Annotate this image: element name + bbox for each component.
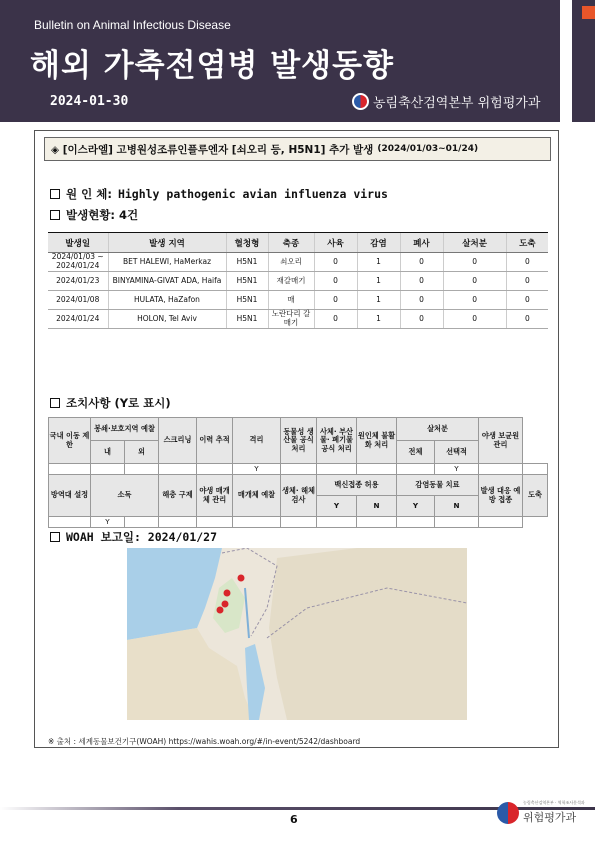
table-cell: 0 xyxy=(400,291,443,310)
page-number: 6 xyxy=(290,813,298,826)
table-row xyxy=(48,272,548,291)
measure-value xyxy=(357,517,397,528)
table-cell: HOLON, Tel Aviv xyxy=(108,310,226,329)
h-tracing: 이력 추적 xyxy=(197,418,233,464)
h-vaccine: 백신접종 허용 xyxy=(317,475,397,496)
measure-value xyxy=(281,517,317,528)
section-title-text: ◈ [이스라엘] 고병원성조류인플루엔자 [쇠오리 등, H5N1] 추가 발생 xyxy=(51,143,374,156)
table-cell: 1 xyxy=(357,253,400,272)
col-header: 폐사 xyxy=(400,233,443,253)
measure-value xyxy=(159,464,197,475)
h-zone-in: 내 xyxy=(91,441,125,464)
h-stamping-all: 전체 xyxy=(397,441,435,464)
measure-value xyxy=(317,464,357,475)
h-product-disposal: 동물성 생산물 공식 처리 xyxy=(281,418,317,464)
col-header: 도축 xyxy=(506,233,548,253)
h-vaccine-n: N xyxy=(357,496,397,517)
table-row xyxy=(48,291,548,310)
measures-table xyxy=(48,417,548,528)
table-cell: 0 xyxy=(400,272,443,291)
h-treat-n: N xyxy=(435,496,479,517)
table-cell: 0 xyxy=(443,310,506,329)
checkbox-icon xyxy=(50,210,60,220)
table-cell: 1 xyxy=(357,291,400,310)
measures-line xyxy=(50,395,171,411)
table-cell: 2024/01/23 xyxy=(48,272,108,291)
table-cell: 쇠오리 xyxy=(268,253,314,272)
h-vaccine-y: Y xyxy=(317,496,357,517)
measure-value xyxy=(197,464,233,475)
measures-label: 조치사항 (Y로 표시) xyxy=(66,396,171,410)
table-cell: 0 xyxy=(400,310,443,329)
page-title: 해외 가축전염병 발생동향 xyxy=(30,48,394,84)
woah-line xyxy=(50,529,217,545)
measure-value xyxy=(233,517,281,528)
col-header: 감염 xyxy=(357,233,400,253)
table-cell: 0 xyxy=(314,253,357,272)
measure-value xyxy=(523,464,548,475)
woah-label: WOAH 보고일: 2024/01/27 xyxy=(66,530,218,544)
table-cell: 0 xyxy=(314,272,357,291)
table-cell: 0 xyxy=(506,253,548,272)
section-title xyxy=(44,137,551,161)
table-cell: H5N1 xyxy=(226,253,268,272)
col-header: 사육 xyxy=(314,233,357,253)
measure-value xyxy=(357,464,397,475)
h-pest: 해충 구제 xyxy=(159,475,197,517)
measure-value: Y xyxy=(435,464,479,475)
measure-value xyxy=(479,464,523,475)
pathogen-label: 원 인 체: xyxy=(66,187,112,201)
table-cell: 0 xyxy=(443,253,506,272)
h-vector: 방역대 설정 xyxy=(49,475,91,517)
table-cell: 0 xyxy=(443,291,506,310)
marker-binyamina[interactable] xyxy=(224,590,231,597)
outbreak-body xyxy=(48,253,548,329)
measures-header-row-3 xyxy=(49,475,548,496)
measure-value xyxy=(197,517,233,528)
status-line xyxy=(50,207,138,223)
h-treat: 감염동물 치료 xyxy=(397,475,479,496)
h-wildlife: 야생 매개체 관리 xyxy=(197,475,233,517)
h-prevent: 발생 대응 예방 접종 xyxy=(479,475,523,517)
h-domestic: 국내 이동 제한 xyxy=(49,418,91,464)
table-cell: 0 xyxy=(506,310,548,329)
measure-value xyxy=(479,517,523,528)
outbreak-table xyxy=(48,232,548,329)
table-cell: H5N1 xyxy=(226,310,268,329)
measures-values-row-2 xyxy=(49,517,548,528)
h-screening: 스크리닝 xyxy=(159,418,197,464)
table-cell: 2024/01/08 xyxy=(48,291,108,310)
h-stamping: 살처분 xyxy=(397,418,479,441)
table-cell: BET HALEWI, HaMerkaz xyxy=(108,253,226,272)
table-cell: BINYAMINA-GIVAT ADA, Haifa xyxy=(108,272,226,291)
table-row xyxy=(48,310,548,329)
col-header: 살처분 xyxy=(443,233,506,253)
marker-holon[interactable] xyxy=(217,607,224,614)
h-zone-out: 외 xyxy=(125,441,159,464)
measure-value xyxy=(91,464,125,475)
table-cell: 매 xyxy=(268,291,314,310)
checkbox-icon xyxy=(50,398,60,408)
table-cell: HULATA, HaZafon xyxy=(108,291,226,310)
table-cell: 1 xyxy=(357,272,400,291)
pathogen-value: Highly pathogenic avian influenza virus xyxy=(117,187,388,201)
outbreak-map[interactable] xyxy=(127,548,467,720)
table-cell: 0 xyxy=(400,253,443,272)
h-disinfect: 소독 xyxy=(91,475,159,517)
measure-value: Y xyxy=(233,464,281,475)
report-date: 2024-01-30 xyxy=(50,94,129,109)
measure-value xyxy=(49,517,91,528)
h-wild: 야생 보균원 관리 xyxy=(479,418,523,464)
col-header: 혈청형 xyxy=(226,233,268,253)
measures-values-row-1 xyxy=(49,464,548,475)
pathogen-line xyxy=(50,186,388,202)
measure-value xyxy=(317,517,357,528)
measure-value xyxy=(435,517,479,528)
table-cell: 0 xyxy=(443,272,506,291)
measure-value xyxy=(397,517,435,528)
government-emblem-icon xyxy=(497,802,519,824)
measure-value xyxy=(125,464,159,475)
footer-logo xyxy=(497,800,585,825)
footer-org-small: 농림축산검역본부 · 역학조사분석과 xyxy=(523,800,585,805)
col-header: 발생 지역 xyxy=(108,233,226,253)
status-label: 발생현황: 4건 xyxy=(66,208,139,222)
header-banner xyxy=(0,0,560,122)
measure-value xyxy=(125,517,159,528)
government-emblem-icon xyxy=(352,93,369,110)
org-name xyxy=(352,92,540,111)
measures-header-row-1 xyxy=(49,418,548,441)
footer-org: 위험평가과 xyxy=(523,811,577,824)
map-graphic xyxy=(127,548,467,720)
marker-bet-halewi[interactable] xyxy=(222,601,229,608)
table-cell: H5N1 xyxy=(226,291,268,310)
col-header: 축종 xyxy=(268,233,314,253)
table-row xyxy=(48,253,548,272)
checkbox-icon xyxy=(50,189,60,199)
h-slaughter: 도축 xyxy=(523,475,548,517)
section-period: (2024/01/03~01/24) xyxy=(377,144,479,154)
checkbox-icon xyxy=(50,532,60,542)
bulletin-label: Bulletin on Animal Infectious Disease xyxy=(34,18,231,32)
h-treat-y: Y xyxy=(397,496,435,517)
col-header: 발생일 xyxy=(48,233,108,253)
table-cell: 0 xyxy=(506,272,548,291)
h-carcass-disposal: 사체· 부산물· 폐기물 공식 처리 xyxy=(317,418,357,464)
table-cell: H5N1 xyxy=(226,272,268,291)
outbreak-header-row xyxy=(48,233,548,253)
table-cell: 0 xyxy=(506,291,548,310)
marker-hulata[interactable] xyxy=(238,575,245,582)
table-cell: 0 xyxy=(314,291,357,310)
h-live-dead: 생체· 해체 검사 xyxy=(281,475,317,517)
table-cell: 0 xyxy=(314,310,357,329)
measure-value xyxy=(397,464,435,475)
accent-bar xyxy=(572,0,595,122)
measure-value: Y xyxy=(91,517,125,528)
table-cell: 2024/01/24 xyxy=(48,310,108,329)
table-cell: 2024/01/03 ~ 2024/01/24 xyxy=(48,253,108,272)
table-cell: 1 xyxy=(357,310,400,329)
footer-org-block xyxy=(523,800,585,825)
table-cell: 재갈매기 xyxy=(268,272,314,291)
measure-value xyxy=(281,464,317,475)
h-agent-inactivation: 원인체 불활화 처리 xyxy=(357,418,397,464)
measure-value xyxy=(159,517,197,528)
h-stamping-sel: 선택적 xyxy=(435,441,479,464)
h-zone: 봉쇄·보호지역 예찰 xyxy=(91,418,159,441)
source-note: ※ 출처 : 세계동물보건기구(WOAH) https://wahis.woah.org/#/in-event/5242/dashboard xyxy=(48,737,361,746)
accent-stripe xyxy=(582,6,595,19)
h-vector-surv: 매개체 예찰 xyxy=(233,475,281,517)
table-cell: 노란다리 갈매기 xyxy=(268,310,314,329)
measure-value xyxy=(49,464,91,475)
org-label: 농림축산검역본부 위험평가과 xyxy=(373,96,541,111)
h-quarantine: 격리 xyxy=(233,418,281,464)
